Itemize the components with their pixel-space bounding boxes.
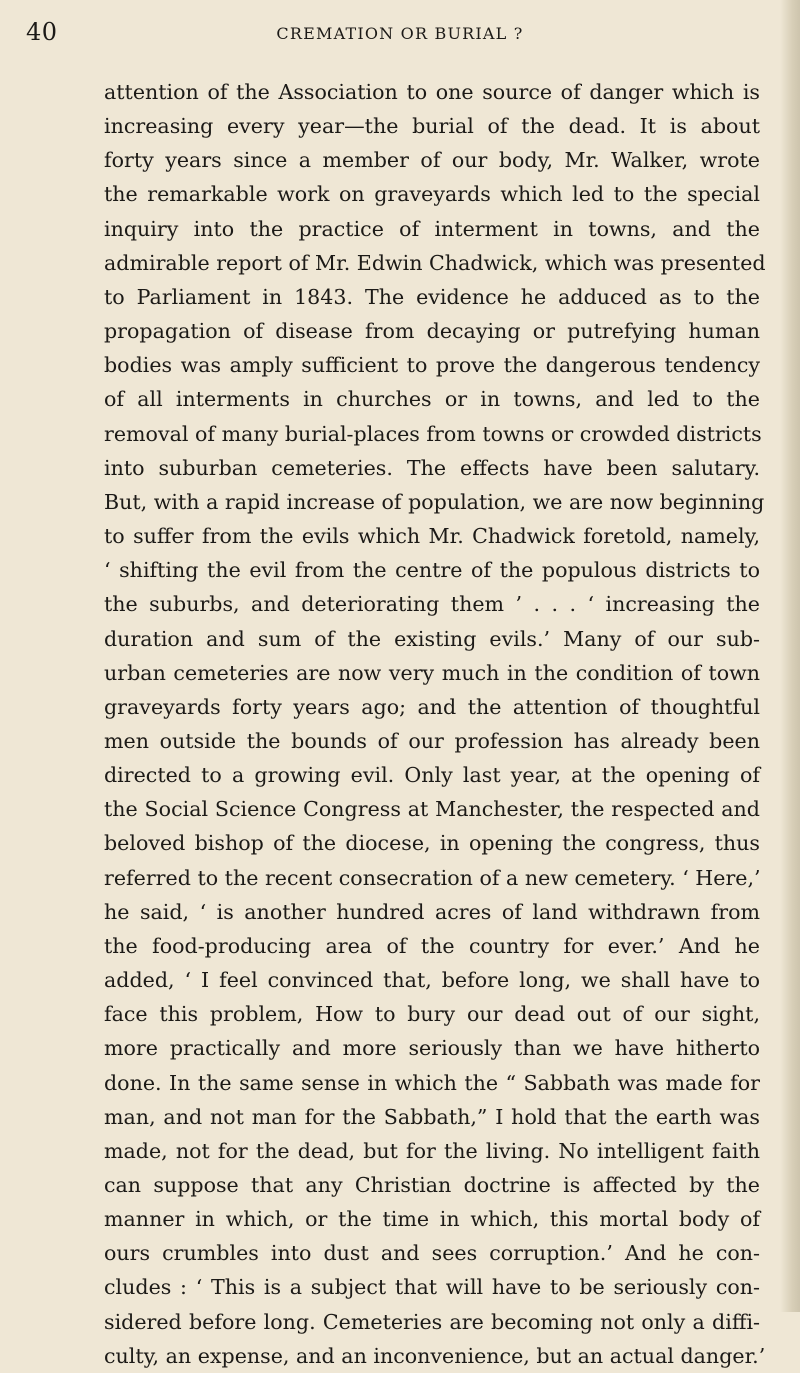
text-line: he said, ‘ is another hundred acres of land withdrawn from <box>104 899 760 924</box>
text-line: added, ‘ I feel convinced that, before long, we shall have to <box>104 968 760 993</box>
text-line: into suburban cemeteries. The effects have been salutary. <box>104 455 760 480</box>
text-line: graveyards forty years ago; and the attention of thoughtful <box>104 694 760 719</box>
text-line: ours crumbles into dust and sees corruption.’ And he con- <box>104 1241 760 1266</box>
text-line: forty years since a member of our body, Mr. Walker, wrote <box>104 148 760 173</box>
text-line: face this problem, How to bury our dead out of our sight, <box>104 1002 760 1027</box>
text-line: to suffer from the evils which Mr. Chadwick foretold, namely, <box>104 524 760 549</box>
text-line: admirable report of Mr. Edwin Chadwick, which was presented <box>104 250 766 275</box>
page-edge-shadow <box>780 0 800 1312</box>
text-line: done. In the same sense in which the “ Sabbath was made for <box>104 1070 760 1095</box>
text-line: the suburbs, and deteriorating them ’ . . . ‘ increasing the <box>104 592 760 617</box>
text-line: urban cemeteries are now very much in the condition of town <box>104 660 760 685</box>
text-line: culty, an expense, and an inconvenience, but an actual danger.’ <box>104 1343 766 1368</box>
text-line: directed to a growing evil. Only last year, at the opening of <box>104 763 760 788</box>
text-line: ‘ shifting the evil from the centre of the populous districts to <box>104 558 760 583</box>
text-line: But, with a rapid increase of population, we are now beginning <box>104 489 765 514</box>
text-line: of all interments in churches or in towns, and led to the <box>104 387 760 412</box>
text-line: duration and sum of the existing evils.’ Many of our sub- <box>104 626 760 651</box>
text-line: can suppose that any Christian doctrine is affected by the <box>104 1173 760 1197</box>
text-line: made, not for the dead, but for the living. No intelligent faith <box>104 1138 760 1163</box>
text-line: the remarkable work on graveyards which led to the special <box>104 182 760 207</box>
body-paragraph <box>104 75 766 1373</box>
text-line: man, and not man for the Sabbath,” I hold that the earth was <box>104 1104 760 1129</box>
text-line: the food-producing area of the country for ever.’ And he <box>104 933 760 958</box>
text-line: propagation of disease from decaying or putrefying human <box>104 319 760 344</box>
text-line: sidered before long. Cemeteries are becoming not only a diffi- <box>104 1309 760 1334</box>
text-line: beloved bishop of the diocese, in opening the congress, thus <box>104 831 760 856</box>
running-head <box>0 18 800 58</box>
text-line: attention of the Association to one source of danger which is <box>104 80 760 104</box>
text-line: men outside the bounds of our profession has already been <box>104 728 760 753</box>
text-line: removal of many burial-places from towns or crowded districts <box>104 421 762 446</box>
text-line: more practically and more seriously than we have hitherto <box>104 1036 760 1061</box>
text-line: referred to the recent consecration of a new cemetery. ‘ Here,’ <box>104 865 761 890</box>
page-number: 40 <box>26 18 58 46</box>
text-line: inquiry into the practice of interment in towns, and the <box>104 216 760 241</box>
text-line: cludes : ‘ This is a subject that will have to be seriously con- <box>104 1275 760 1300</box>
running-title: CREMATION OR BURIAL ? <box>276 24 524 43</box>
text-line: to Parliament in 1843. The evidence he adduced as to the <box>104 284 760 309</box>
text-line: manner in which, or the time in which, this mortal body of <box>104 1207 760 1232</box>
text-line: increasing every year—the burial of the dead. It is about <box>104 114 760 139</box>
text-line: bodies was amply sufficient to prove the dangerous tendency <box>104 353 760 378</box>
text-line: the Social Science Congress at Manchester, the respected and <box>104 797 760 822</box>
